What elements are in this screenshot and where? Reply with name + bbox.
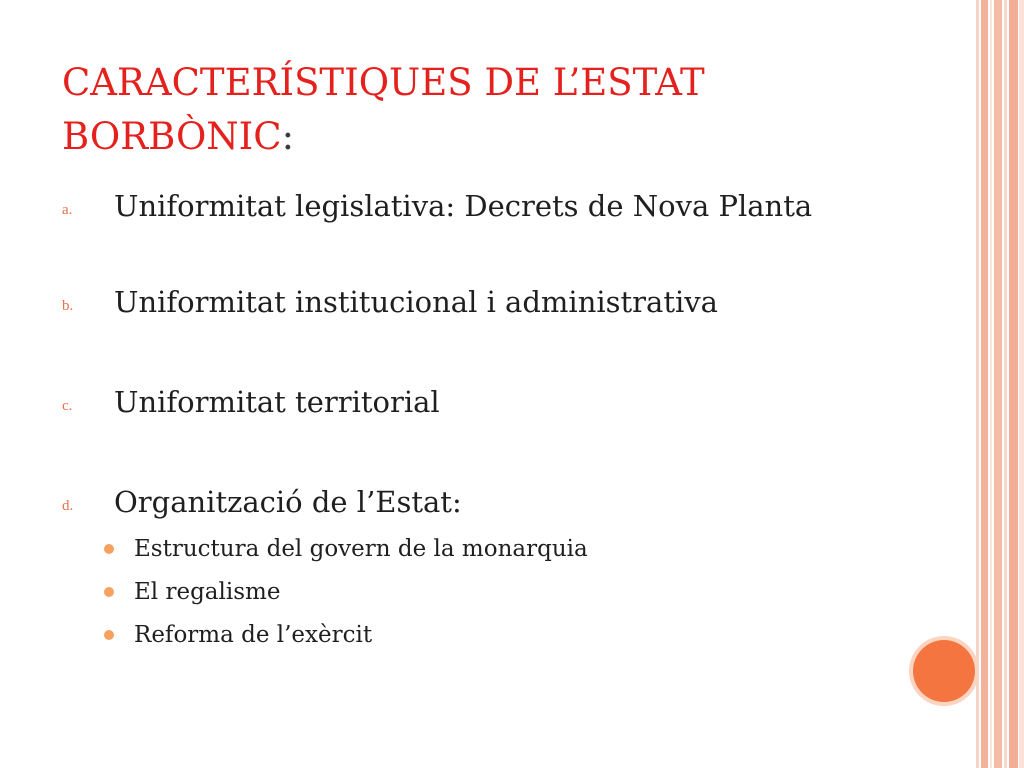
bullet-icon — [104, 630, 114, 640]
list-marker: b. — [62, 298, 74, 314]
decorative-stripe — [994, 0, 1002, 768]
sub-list-item-text: Estructura del govern de la monarquia — [134, 536, 588, 562]
decorative-stripe — [976, 0, 979, 768]
list-item-text: Uniformitat territorial — [114, 385, 440, 419]
list-marker: c. — [62, 398, 73, 414]
bullet-icon — [104, 587, 114, 597]
slide-title-colon: : — [281, 115, 295, 158]
list-marker: d. — [62, 498, 74, 514]
bullet-icon — [104, 544, 114, 554]
slide-title-text: CARACTERÍSTIQUES DE L’ESTAT BORBÒNIC — [62, 61, 705, 158]
sub-list-item-text: El regalisme — [134, 579, 281, 605]
list-marker: a. — [62, 202, 73, 218]
decorative-stripe — [1019, 0, 1024, 768]
slide-title — [62, 56, 942, 164]
decorative-stripe — [981, 0, 988, 768]
sub-list-item-text: Reforma de l’exèrcit — [134, 622, 373, 648]
list-item-text: Uniformitat institucional i administrativa — [114, 285, 718, 319]
decorative-stripe — [990, 0, 992, 768]
orange-circle-icon — [913, 640, 975, 702]
decorative-stripe — [1009, 0, 1018, 768]
list-item-text: Organització de l’Estat: — [114, 485, 462, 519]
decorative-stripe — [1004, 0, 1007, 768]
list-item-text: Uniformitat legislativa: Decrets de Nova Planta — [114, 189, 813, 223]
